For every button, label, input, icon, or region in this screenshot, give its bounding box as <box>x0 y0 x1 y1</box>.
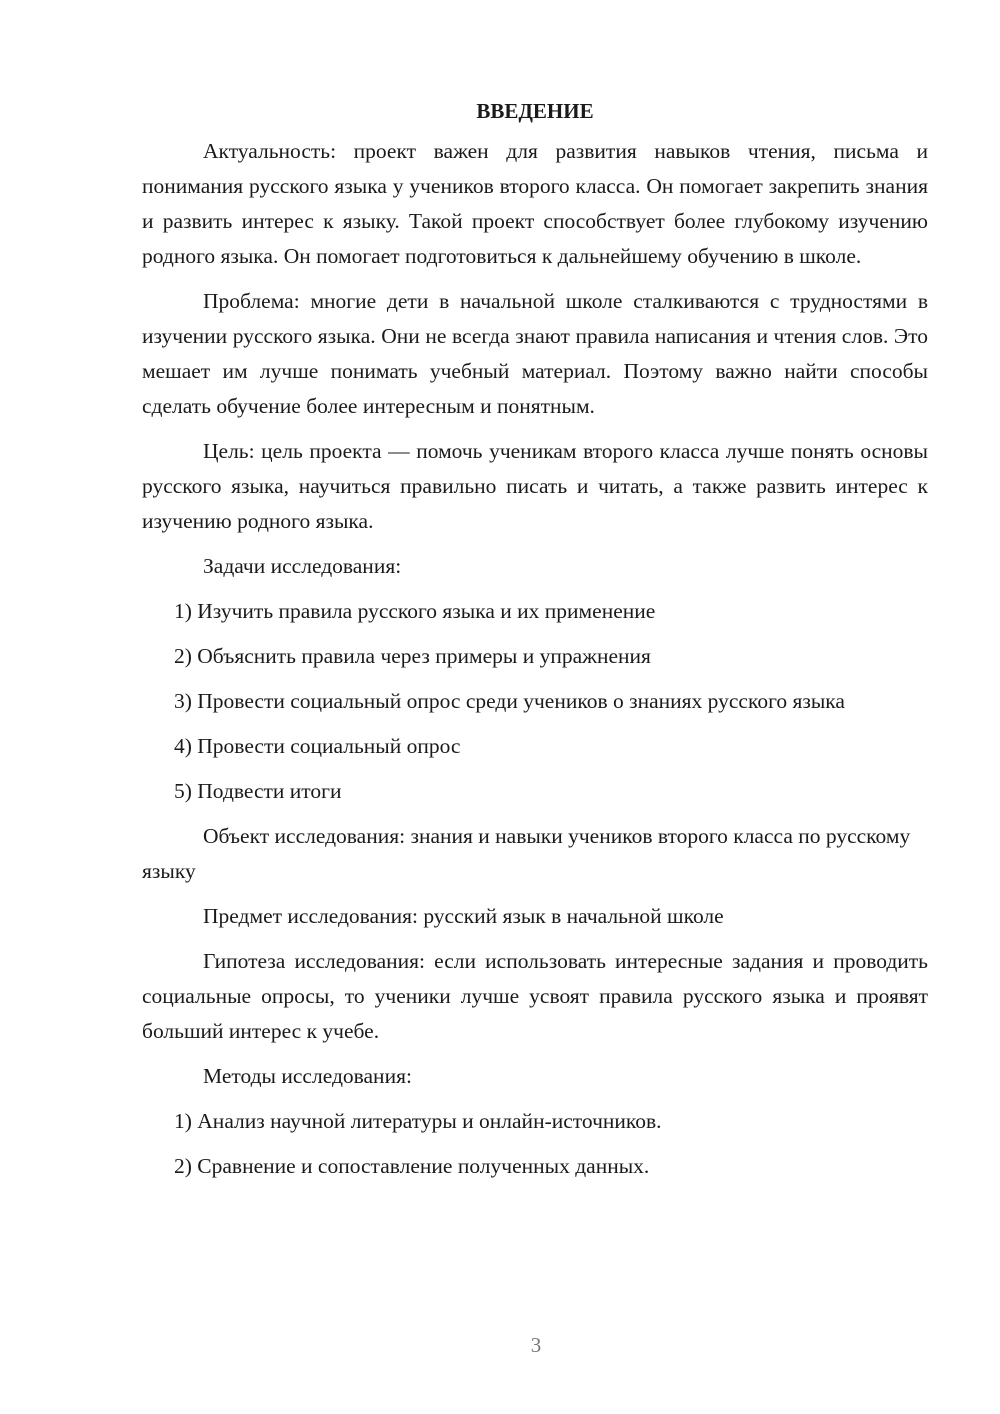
document-page <box>142 96 928 1194</box>
tasks-heading: Задачи исследования: <box>203 554 402 578</box>
method-item-2: 2) Сравнение и сопоставление полученных данных. <box>174 1154 650 1178</box>
task-item-1: 1) Изучить правила русского языка и их применение <box>174 599 656 623</box>
relevance-paragraph: Актуальность: проект важен для развития навыков чтения, письма и понимания русского языка у учеников второго класса. Он помогает закрепить знания и развить интерес к языку. Такой проект способствует более глубокому изучению родного языка. Он помогает подготовиться к дальнейшему обучению в школе. <box>142 139 928 268</box>
page-number: 3 <box>530 1333 542 1357</box>
goal-paragraph: Цель: цель проекта — помочь ученикам второго класса лучше понять основы русского языка, научиться правильно писать и читать, а также развить интерес к изучению родного языка. <box>142 439 928 533</box>
task-item-2: 2) Объяснить правила через примеры и упражнения <box>174 644 651 668</box>
section-title: ВВЕДЕНИЕ <box>476 99 594 123</box>
task-item-4: 4) Провести социальный опрос <box>174 734 461 758</box>
method-item-1: 1) Анализ научной литературы и онлайн-источников. <box>174 1109 662 1133</box>
object-paragraph: Объект исследования: знания и навыки учеников второго класса по русскому языку <box>142 824 911 883</box>
task-item-3: 3) Провести социальный опрос среди учеников о знаниях русского языка <box>174 689 845 713</box>
problem-paragraph: Проблема: многие дети в начальной школе сталкиваются с трудностями в изучении русского языка. Они не всегда знают правила написания и чтения слов. Это мешает им лучше понимать учебный материал. Поэтому важно найти способы сделать обучение более интересным и понятным. <box>142 289 928 418</box>
task-item-5: 5) Подвести итоги <box>174 779 342 803</box>
subject-paragraph: Предмет исследования: русский язык в начальной школе <box>203 904 724 928</box>
hypothesis-paragraph: Гипотеза исследования: если использовать интересные задания и проводить социальные опросы, то ученики лучше усвоят правила русского языка и проявят больший интерес к учебе. <box>142 949 928 1043</box>
methods-heading: Методы исследования: <box>203 1064 412 1088</box>
